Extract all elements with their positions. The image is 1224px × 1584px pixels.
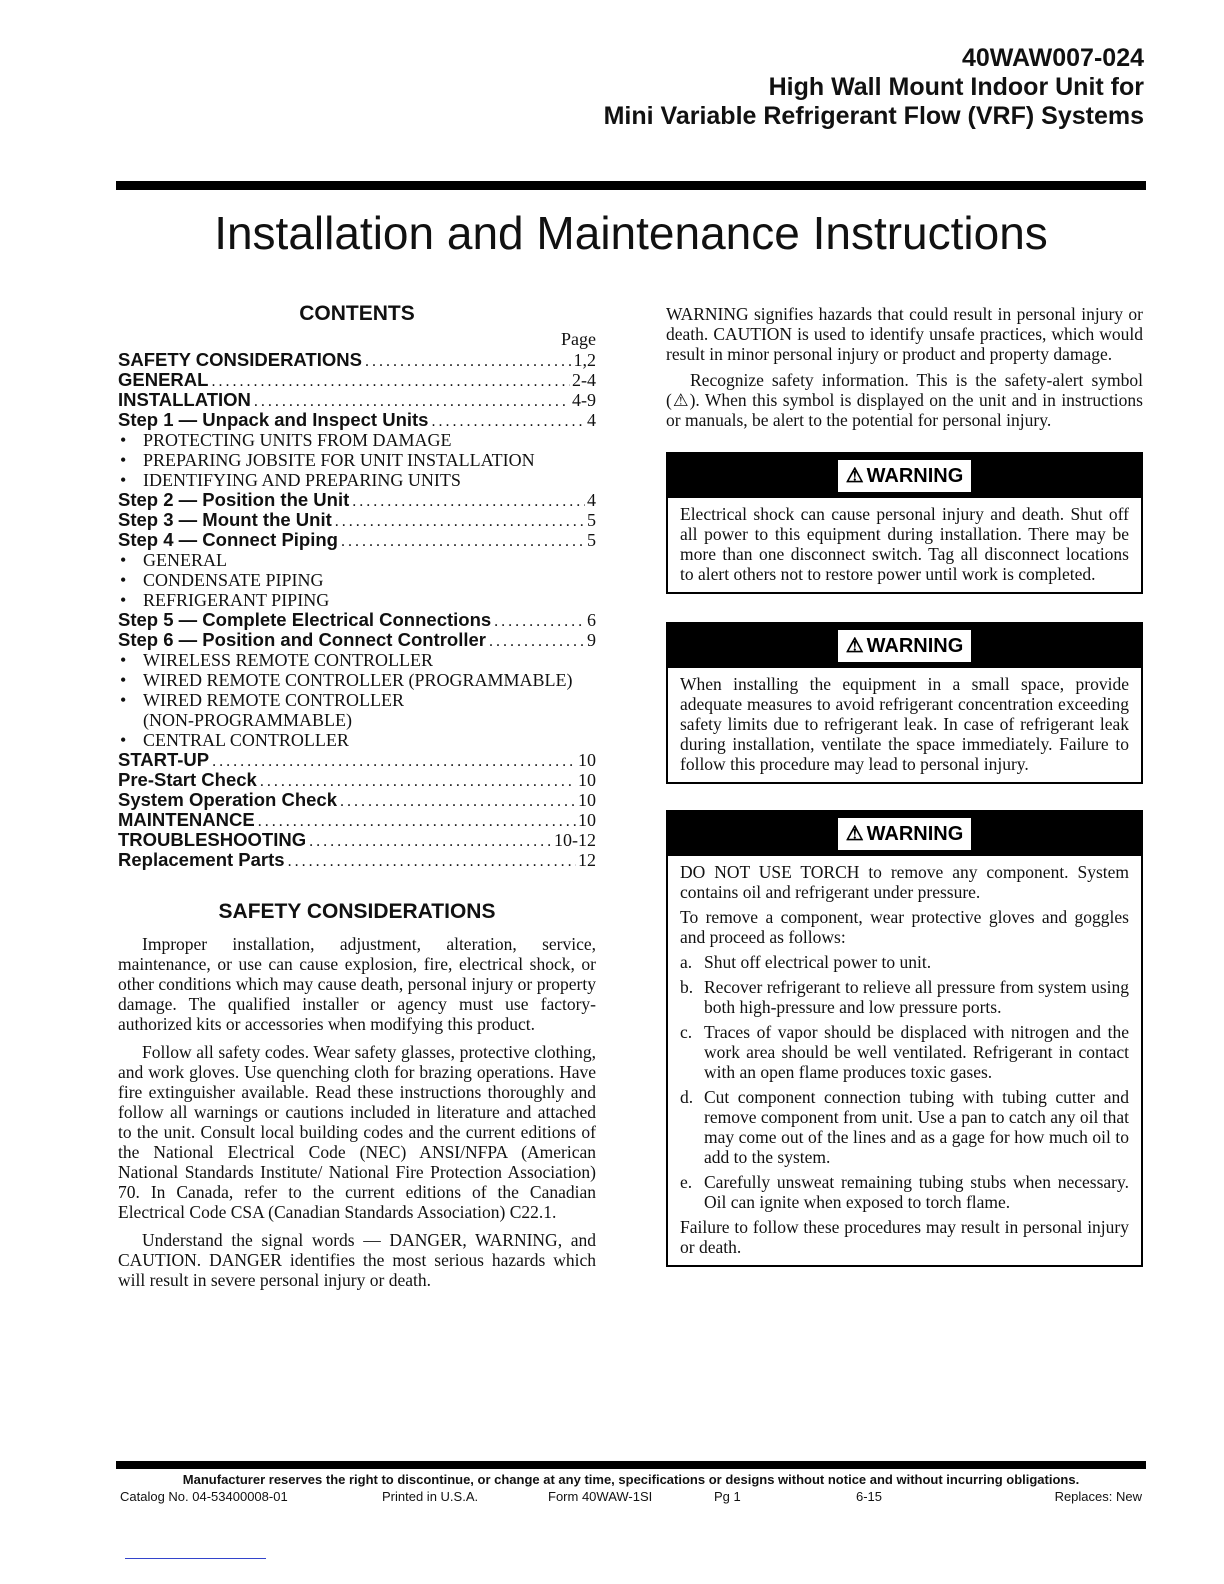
warning-bar — [668, 812, 1141, 856]
list-item-letter: b. — [680, 977, 694, 997]
warning-label-text: WARNING — [866, 635, 964, 657]
toc-entry-page: 1,2 — [573, 350, 596, 370]
replaces: Replaces: New — [1054, 1489, 1142, 1504]
bullet-icon: • — [120, 470, 127, 490]
toc-entry-title: Step 1 — Unpack and Inspect Units — [118, 410, 429, 430]
document-header — [604, 44, 1144, 131]
safety-alert-text-after: ). When this symbol is displayed on the unit and in instructions or manuals, be alert to the potential for personal injury. — [666, 390, 1143, 430]
bullet-icon: • — [120, 690, 127, 710]
warning-bar — [668, 454, 1141, 498]
safety-heading: SAFETY CONSIDERATIONS — [218, 900, 496, 923]
toc-subitem-text: PREPARING JOBSITE FOR UNIT INSTALLATION — [143, 450, 535, 470]
toc-subitem-text: REFRIGERANT PIPING — [143, 590, 330, 610]
toc-entry-page: 4 — [587, 490, 596, 510]
toc-entry-title: Step 4 — Connect Piping — [118, 530, 338, 550]
list-item-text: Cut component connection tubing with tubing cutter and remove component from unit. Use a pan to catch any oil that may come out of the lines and as a gage for how much oil to add to the system. — [704, 1087, 1129, 1167]
toc-subitem — [118, 470, 596, 490]
table-of-contents — [118, 350, 596, 870]
product-line-1: High Wall Mount Indoor Unit for — [768, 73, 1144, 101]
list-item-text: Shut off electrical power to unit. — [704, 952, 932, 972]
toc-leader-dots — [431, 412, 585, 430]
date-code: 6-15 — [856, 1489, 883, 1504]
product-line-2: Mini Variable Refrigerant Flow (VRF) Systems — [603, 102, 1144, 130]
toc-leader-dots — [352, 492, 585, 510]
warning-bar — [668, 624, 1141, 668]
page-number: Pg 1 — [714, 1489, 741, 1504]
toc-entry-page: 4-9 — [572, 390, 596, 410]
toc-entry — [118, 790, 596, 810]
list-item-text: Recover refrigerant to relieve all pressure from system using both high-pressure and low pressure ports. — [704, 977, 1129, 1017]
safety-paragraph-1: Improper installation, adjustment, alteration, service, maintenance, or use can cause explosion, fire, electrical shock, or other conditions which may cause death, personal injury or property damage. The qualified installer or agency must use factory-authorized kits or accessories when modifying this product. — [118, 934, 596, 1034]
toc-entry-title: MAINTENANCE — [118, 810, 255, 830]
bullet-icon: • — [120, 730, 127, 750]
list-item — [680, 1087, 1129, 1167]
toc-entry-title: START-UP — [118, 750, 210, 770]
toc-subitem-text: CENTRAL CONTROLLER — [143, 730, 349, 750]
warning-triangle-icon: ⚠ — [845, 465, 864, 487]
toc-subitem — [118, 690, 596, 730]
toc-entry — [118, 770, 596, 790]
safety-alert-text-before: Recognize safety information. This is the safety-alert symbol ( — [666, 370, 1143, 410]
toc-entry-page: 10 — [578, 750, 596, 770]
list-item — [680, 1022, 1129, 1082]
toc-entry — [118, 850, 596, 870]
toc-entry-title: INSTALLATION — [118, 390, 251, 410]
safety-alert-paragraph — [666, 370, 1143, 430]
bullet-icon: • — [120, 430, 127, 450]
bottom-rule — [116, 1461, 1146, 1469]
safety-alert-icon: ⚠ — [671, 390, 690, 410]
removal-steps-list — [680, 952, 1129, 1212]
warning-label — [838, 630, 972, 662]
footer-notice: Manufacturer reserves the right to discontinue, or change at any time, specifications or designs without notice and without incurring obligations. — [182, 1472, 1080, 1487]
list-item-letter: e. — [680, 1172, 693, 1192]
toc-leader-dots — [335, 512, 585, 530]
toc-entry-page: 9 — [587, 630, 596, 650]
list-item-text: Carefully unsweat remaining tubing stubs when necessary. Oil can ignite when exposed to torch flame. — [704, 1172, 1129, 1212]
toc-entry-title: Step 6 — Position and Connect Controller — [118, 630, 486, 650]
toc-subitem — [118, 570, 596, 590]
link-underline — [125, 1558, 266, 1559]
toc-entry-page: 10-12 — [554, 830, 596, 850]
toc-entry-title: Step 2 — Position the Unit — [118, 490, 350, 510]
warning-box-electrical — [666, 452, 1143, 594]
bullet-icon: • — [120, 450, 127, 470]
toc-subitem — [118, 430, 596, 450]
toc-entry-page: 12 — [578, 850, 596, 870]
toc-entry — [118, 370, 596, 390]
toc-leader-dots — [288, 852, 576, 870]
toc-subitem — [118, 650, 596, 670]
toc-entry-page: 10 — [578, 770, 596, 790]
toc-entry — [118, 410, 596, 430]
toc-subitem-text: GENERAL — [143, 550, 227, 570]
bullet-icon: • — [120, 570, 127, 590]
toc-entry-page: 6 — [587, 610, 596, 630]
warning-triangle-icon: ⚠ — [845, 635, 864, 657]
toc-entry — [118, 490, 596, 510]
toc-subitem-text: CONDENSATE PIPING — [143, 570, 324, 590]
toc-leader-dots — [254, 392, 570, 410]
toc-subitem-text: WIRELESS REMOTE CONTROLLER — [143, 650, 433, 670]
list-item — [680, 977, 1129, 1017]
toc-leader-dots — [494, 612, 585, 630]
safety-paragraph-2: Follow all safety codes. Wear safety glasses, protective clothing, and work gloves. Use quenching cloth for brazing operations. Have fire extinguisher available. Read these instructions thoroughly and follow all warnings or cautions included in literature and attached to the unit. Consult local building codes and the current editions of the National Electrical Code (NEC) ANSI/NFPA (American National Standards Institute/ National Fire Protection Association) 70. In Canada, refer to the current editions of the Canadian Electrical Code CSA (Canadian Standards Association) C22.1. — [118, 1042, 596, 1222]
toc-leader-dots — [365, 352, 572, 370]
toc-entry — [118, 830, 596, 850]
warning-outro: Failure to follow these procedures may result in personal injury or death. — [680, 1217, 1129, 1257]
toc-subitem — [118, 550, 596, 570]
signal-words-paragraph: WARNING signifies hazards that could result in personal injury or death. CAUTION is used to identify unsafe practices, which would result in minor personal injury or product and property damage. — [666, 304, 1143, 364]
toc-subitem-text: WIRED REMOTE CONTROLLER (PROGRAMMABLE) — [143, 670, 573, 690]
left-column — [118, 300, 596, 1290]
toc-entry-title: TROUBLESHOOTING — [118, 830, 307, 850]
toc-entry-page: 4 — [587, 410, 596, 430]
warning-label — [838, 818, 972, 850]
toc-leader-dots — [211, 372, 570, 390]
bullet-icon: • — [120, 650, 127, 670]
bullet-icon: • — [120, 670, 127, 690]
list-item — [680, 952, 1129, 972]
contents-page-label: Page — [561, 329, 596, 349]
warning-triangle-icon: ⚠ — [845, 823, 864, 845]
model-number: 40WAW007-024 — [961, 44, 1144, 72]
toc-entry — [118, 630, 596, 650]
toc-entry-page: 5 — [587, 510, 596, 530]
warning-text: When installing the equipment in a small space, provide adequate measures to avoid refrigerant concentration exceeding safety limits due to refrigerant leak. In case of refrigerant leak during installation, ventilate the space immediately. Failure to follow this procedure may lead to personal injury. — [680, 674, 1129, 774]
warning-label-text: WARNING — [866, 823, 964, 845]
top-rule — [116, 181, 1146, 190]
list-item-letter: d. — [680, 1087, 694, 1107]
bullet-icon: • — [120, 590, 127, 610]
toc-entry-title: SAFETY CONSIDERATIONS — [118, 350, 362, 370]
toc-leader-dots — [340, 792, 576, 810]
toc-entry-title: Step 3 — Mount the Unit — [118, 510, 332, 530]
toc-entry-title: Pre-Start Check — [118, 770, 257, 790]
toc-leader-dots — [341, 532, 585, 550]
toc-entry — [118, 350, 596, 370]
toc-entry — [118, 390, 596, 410]
toc-leader-dots — [309, 832, 552, 850]
toc-entry — [118, 810, 596, 830]
toc-subitem — [118, 450, 596, 470]
bullet-icon: • — [120, 550, 127, 570]
list-item-letter: c. — [680, 1022, 693, 1042]
toc-entry — [118, 750, 596, 770]
list-item — [680, 1172, 1129, 1212]
toc-entry — [118, 610, 596, 630]
toc-subitem — [118, 590, 596, 610]
contents-heading: CONTENTS — [299, 302, 415, 325]
list-item-text: Traces of vapor should be displaced with nitrogen and the work area should be well ventilated. Refrigerant in contact with an open flame produces toxic gases. — [704, 1022, 1129, 1082]
right-column — [666, 304, 1143, 1267]
toc-entry-page: 10 — [578, 790, 596, 810]
printed-in: Printed in U.S.A. — [382, 1489, 479, 1504]
toc-entry-page: 10 — [578, 810, 596, 830]
toc-leader-dots — [258, 812, 576, 830]
list-item-letter: a. — [680, 952, 693, 972]
toc-subitem-text: WIRED REMOTE CONTROLLER (NON-PROGRAMMABLE) — [143, 690, 404, 730]
toc-entry — [118, 510, 596, 530]
warning-label — [838, 460, 972, 492]
warning-box-refrigerant — [666, 622, 1143, 784]
toc-subitem — [118, 670, 596, 690]
toc-entry-title: System Operation Check — [118, 790, 337, 810]
safety-paragraph-3: Understand the signal words — DANGER, WARNING, and CAUTION. DANGER identifies the most serious hazards which will result in severe personal injury or death. — [118, 1230, 596, 1290]
warning-intro-2: To remove a component, wear protective gloves and goggles and proceed as follows: — [680, 907, 1129, 947]
warning-label-text: WARNING — [866, 465, 964, 487]
toc-entry — [118, 530, 596, 550]
toc-entry-title: Step 5 — Complete Electrical Connections — [118, 610, 492, 630]
form-number: Form 40WAW-1SI — [548, 1489, 653, 1504]
toc-subitem-text: IDENTIFYING AND PREPARING UNITS — [143, 470, 461, 490]
toc-subitem-text: PROTECTING UNITS FROM DAMAGE — [143, 430, 452, 450]
toc-entry-title: Replacement Parts — [118, 850, 285, 870]
toc-entry-title: GENERAL — [118, 370, 209, 390]
toc-subitem — [118, 730, 596, 750]
document-title: Installation and Maintenance Instructions — [214, 207, 1048, 259]
warning-text: Electrical shock can cause personal injury and death. Shut off all power to this equipment during installation. There may be more than one disconnect switch. Tag all disconnect locations to alert others not to restore power until work is completed. — [680, 504, 1129, 584]
warning-box-torch — [666, 810, 1143, 1267]
warning-intro-1: DO NOT USE TORCH to remove any component. System contains oil and refrigerant under pressure. — [680, 862, 1129, 902]
toc-leader-dots — [260, 772, 576, 790]
toc-entry-page: 2-4 — [572, 370, 596, 390]
toc-entry-page: 5 — [587, 530, 596, 550]
toc-leader-dots — [212, 752, 576, 770]
catalog-number: Catalog No. 04-53400008-01 — [120, 1489, 288, 1504]
toc-leader-dots — [489, 632, 585, 650]
